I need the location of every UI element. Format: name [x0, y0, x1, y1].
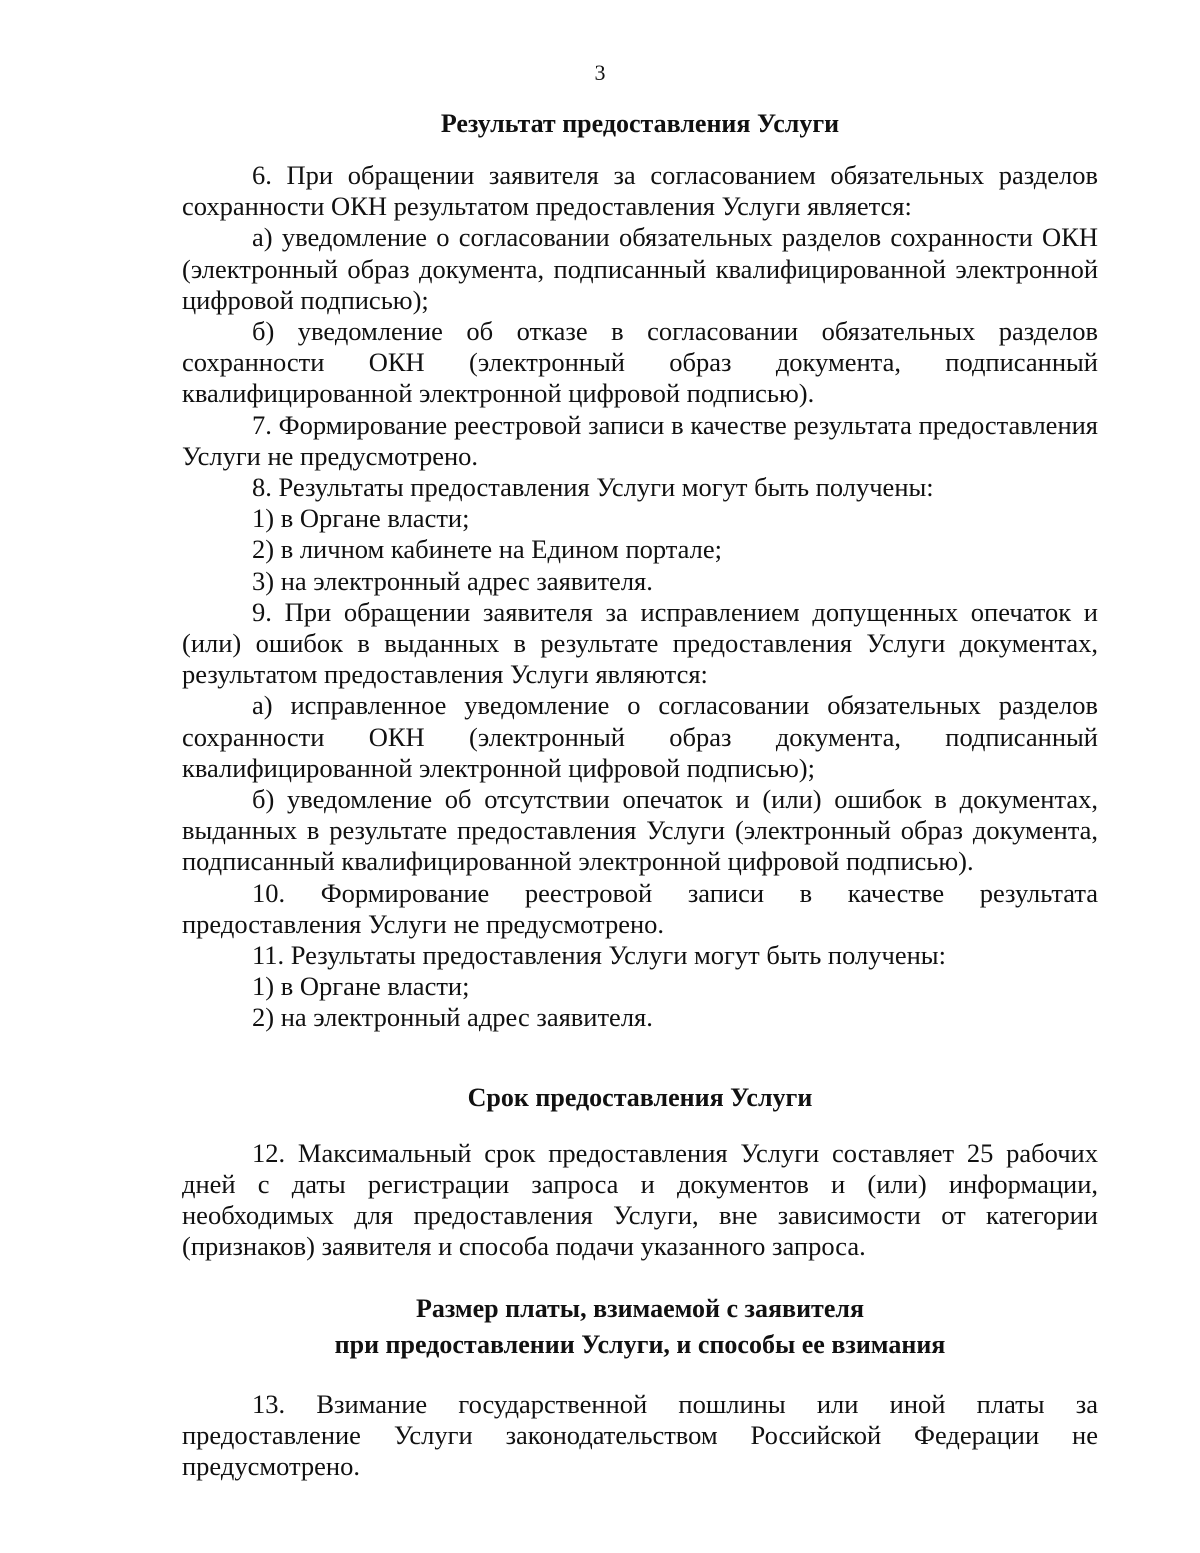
paragraph-6a: а) уведомление о согласовании обязательных разделов сохранности ОКН (электронный образ документа, подписанный квалифицированной электронной цифровой подписью); [182, 222, 1098, 315]
section-heading-term: Срок предоставления Услуги [467, 1082, 813, 1112]
paragraph-11-item-1: 1) в Органе власти; [252, 971, 470, 1002]
paragraph-10: 10. Формирование реестровой записи в качестве результата предоставления Услуги не предусмотрено. [182, 877, 1098, 939]
paragraph-8-item-2: 2) в личном кабинете на Едином портале; [252, 534, 723, 565]
paragraph-9b: б) уведомление об отсутствии опечаток и (или) ошибок в документах, выданных в результате предоставления Услуги (электронный образ документа, подписанный квалифицированной электронной цифровой подписью). [182, 784, 1098, 877]
paragraph-12: 12. Максимальный срок предоставления Услуги составляет 25 рабочих дней с даты регистрации запроса и документов и (или) информации, необходимых для предоставления Услуги, вне зависимости от категории (признаков) заявителя и способа подачи указанного запроса. [182, 1137, 1098, 1262]
paragraph-9: 9. При обращении заявителя за исправлением допущенных опечаток и (или) ошибок в выданных в результате предоставления Услуги документах, результатом предоставления Услуги являются: [182, 596, 1098, 690]
section-heading-fee [182, 1291, 1098, 1363]
paragraph-6: 6. При обращении заявителя за согласованием обязательных разделов сохранности ОКН результатом предоставления Услуги является: [182, 160, 1098, 222]
page-number: 3 [594, 60, 606, 85]
section-heading-fee-line-2: при предоставлении Услуги, и способы ее взимания [334, 1329, 946, 1359]
paragraph-11: 11. Результаты предоставления Услуги могут быть получены: [252, 940, 946, 971]
section-heading-fee-line-1: Размер платы, взимаемой с заявителя [415, 1293, 865, 1323]
paragraph-13: 13. Взимание государственной пошлины или иной платы за предоставление Услуги законодательством Российской Федерации не предусмотрено. [182, 1388, 1098, 1481]
paragraph-11-item-2: 2) на электронный адрес заявителя. [252, 1002, 653, 1033]
paragraph-8: 8. Результаты предоставления Услуги могут быть получены: [252, 472, 934, 503]
paragraph-8-item-1: 1) в Органе власти; [252, 503, 470, 534]
paragraph-6b: б) уведомление об отказе в согласовании обязательных разделов сохранности ОКН (электронный образ документа, подписанный квалифицированной электронной цифровой подписью). [182, 316, 1098, 409]
section-heading-result: Результат предоставления Услуги [440, 109, 840, 138]
paragraph-8-item-3: 3) на электронный адрес заявителя. [252, 565, 653, 596]
paragraph-9a: а) исправленное уведомление о согласовании обязательных разделов сохранности ОКН (электронный образ документа, подписанный квалифицированной электронной цифровой подписью); [182, 690, 1098, 783]
document-body [182, 96, 1098, 1482]
paragraph-7: 7. Формирование реестровой записи в качестве результата предоставления Услуги не предусмотрено. [182, 409, 1098, 471]
